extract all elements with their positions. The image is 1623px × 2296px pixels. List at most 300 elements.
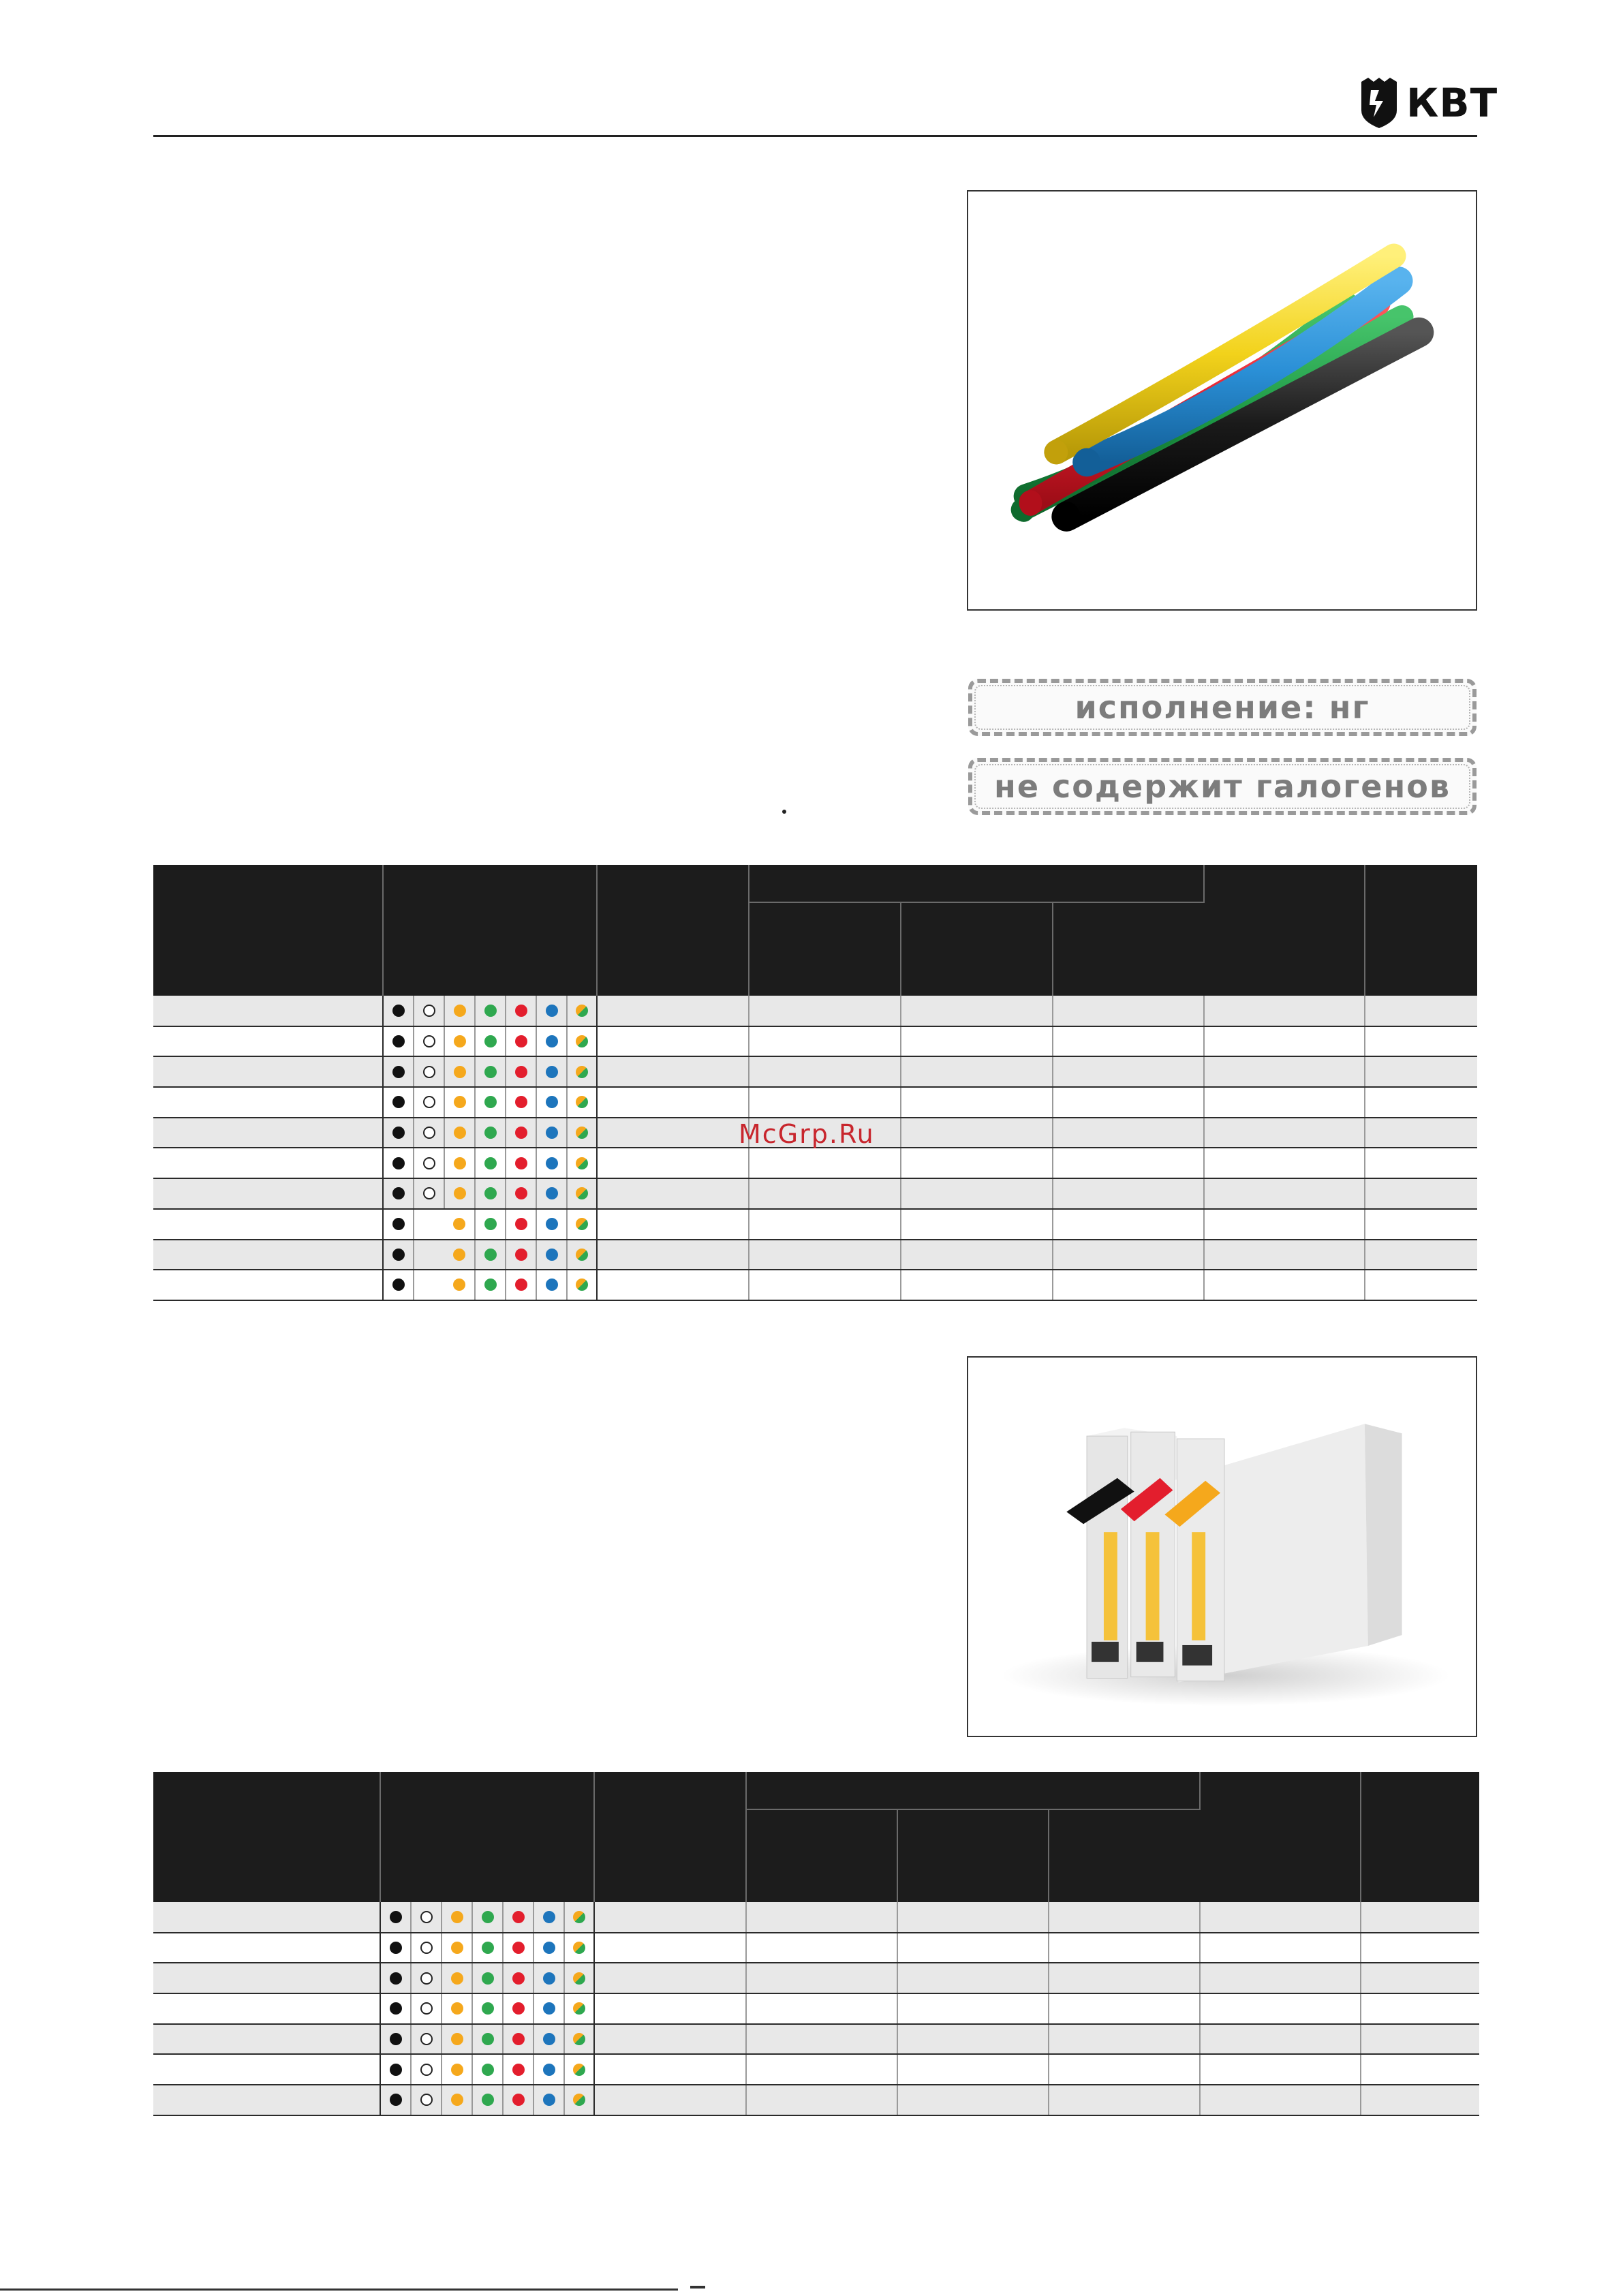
header-cell — [1365, 865, 1477, 996]
color-cell — [536, 1270, 567, 1300]
color-cell — [567, 1148, 597, 1178]
color-cell — [411, 1993, 442, 2024]
color-swatch-white — [420, 2033, 433, 2045]
table-cell — [901, 1026, 1053, 1057]
table-cell — [1049, 2054, 1200, 2085]
color-swatch-blue — [546, 1035, 558, 1047]
color-cell — [564, 1933, 594, 1963]
table-cell — [1053, 1026, 1204, 1057]
color-swatch-blue — [546, 1249, 558, 1261]
table-cell — [594, 1902, 746, 1933]
table-cell — [901, 1209, 1053, 1240]
color-cell — [411, 1963, 442, 1993]
color-swatch-yellow-green — [573, 2064, 585, 2076]
color-swatch-black — [390, 2002, 402, 2015]
table-cell — [1200, 1902, 1361, 1933]
color-swatch-white — [420, 1911, 433, 1923]
table-row — [153, 1270, 1477, 1300]
color-cell — [567, 1270, 597, 1300]
color-swatch-black — [390, 2064, 402, 2076]
color-cell — [414, 1026, 444, 1057]
color-swatch-yellow — [454, 1157, 466, 1169]
color-swatch-white — [423, 1066, 435, 1078]
color-swatch-white — [423, 1187, 435, 1199]
table-cell — [1361, 2024, 1479, 2055]
table-cell — [1053, 1209, 1204, 1240]
color-swatch-white — [423, 1096, 435, 1108]
color-cell — [564, 2054, 594, 2085]
color-cell — [414, 1209, 444, 1240]
color-swatch-yellow-green — [573, 1942, 585, 1954]
color-cell — [506, 1178, 536, 1209]
table-cell — [746, 1993, 897, 2024]
color-cell — [444, 1026, 475, 1057]
color-cell — [414, 1118, 444, 1148]
color-swatch-white — [423, 1157, 435, 1169]
table-cell — [153, 1056, 383, 1087]
color-swatch-yellow — [454, 1127, 466, 1139]
color-swatch-black — [392, 1066, 405, 1078]
color-cell — [472, 1933, 503, 1963]
table-cell — [901, 1240, 1053, 1270]
table-cell — [749, 1056, 901, 1087]
color-cell — [475, 1056, 506, 1087]
color-swatch-black — [390, 1942, 402, 1954]
table-cell — [1200, 2085, 1361, 2115]
color-swatch-yellow-green — [576, 1218, 588, 1230]
color-swatch-yellow — [451, 1942, 463, 1954]
color-cell — [536, 1209, 567, 1240]
header-subcell — [1053, 902, 1204, 996]
color-cell — [383, 1178, 414, 1209]
table-cell — [1361, 1963, 1479, 1993]
color-swatch-black — [392, 1035, 405, 1047]
table-cell — [1204, 1148, 1365, 1178]
table-cell — [897, 2024, 1049, 2055]
color-swatch-red — [515, 1066, 527, 1078]
color-cell — [411, 1933, 442, 1963]
color-cell — [444, 1178, 475, 1209]
color-cell — [411, 1902, 442, 1933]
color-cell — [444, 1270, 475, 1300]
color-cell — [383, 1118, 414, 1148]
color-cell — [503, 2024, 534, 2055]
color-cell — [380, 2054, 411, 2085]
color-cell — [475, 1240, 506, 1270]
color-cell — [442, 2024, 472, 2055]
color-cell — [444, 996, 475, 1026]
color-cell — [442, 1902, 472, 1933]
color-cell — [564, 1963, 594, 1993]
color-swatch-green — [484, 1066, 497, 1078]
header-cell-colors — [380, 1772, 594, 1902]
table-cell — [1204, 1270, 1365, 1300]
color-cell — [534, 2054, 564, 2085]
color-cell — [414, 1240, 444, 1270]
table-cell — [597, 1026, 749, 1057]
color-cell — [444, 1087, 475, 1118]
color-swatch-blue — [546, 1279, 558, 1291]
color-swatch-yellow — [451, 2002, 463, 2015]
table-cell — [1204, 1087, 1365, 1118]
table-cell — [1200, 1933, 1361, 1963]
table-cell — [1053, 1148, 1204, 1178]
color-cell — [506, 996, 536, 1026]
table-cell — [901, 1270, 1053, 1300]
color-swatch-yellow-green — [576, 1005, 588, 1017]
table-cell — [153, 1026, 383, 1057]
color-swatch-yellow — [451, 1972, 463, 1985]
table-cell — [153, 1087, 383, 1118]
stray-dot — [782, 810, 786, 814]
color-swatch-black — [392, 1157, 405, 1169]
color-swatch-yellow-green — [576, 1279, 588, 1291]
table-row — [153, 1178, 1477, 1209]
color-cell — [536, 1118, 567, 1148]
color-swatch-green — [484, 1249, 497, 1261]
table-cell — [597, 1056, 749, 1087]
table-cell — [1200, 1963, 1361, 1993]
color-cell — [472, 1993, 503, 2024]
color-cell — [442, 1933, 472, 1963]
color-swatch-white — [423, 1035, 435, 1047]
table-cell — [1365, 1026, 1477, 1057]
table-cell — [1365, 1178, 1477, 1209]
color-swatch-red — [515, 1096, 527, 1108]
table-cell — [901, 1178, 1053, 1209]
table-cell — [1204, 1026, 1365, 1057]
color-swatch-green — [482, 2094, 494, 2106]
table-cell — [153, 1902, 380, 1933]
color-cell — [472, 2085, 503, 2115]
color-swatch-blue — [546, 1066, 558, 1078]
color-swatch-black — [390, 1911, 402, 1923]
color-swatch-red — [515, 1249, 527, 1261]
color-swatch-green — [484, 1127, 497, 1139]
color-cell — [444, 1240, 475, 1270]
product-photo-tubes — [967, 190, 1477, 611]
table-cell — [597, 1087, 749, 1118]
color-cell — [564, 1993, 594, 2024]
table-cell — [1365, 1056, 1477, 1087]
table-cell — [749, 1178, 901, 1209]
color-cell — [534, 2024, 564, 2055]
color-swatch-green — [484, 1157, 497, 1169]
color-cell — [383, 1270, 414, 1300]
table-cell — [1365, 1087, 1477, 1118]
color-swatch-yellow-green — [573, 2094, 585, 2106]
table-cell — [597, 1178, 749, 1209]
table-cell — [1053, 1270, 1204, 1300]
header-subcell — [746, 1809, 897, 1902]
table-cell — [594, 2054, 746, 2085]
color-cell — [503, 1933, 534, 1963]
color-swatch-red — [512, 1942, 525, 1954]
table-cell — [1200, 2024, 1361, 2055]
color-swatch-red — [515, 1157, 527, 1169]
table-cell — [153, 1209, 383, 1240]
color-swatch-red — [512, 1972, 525, 1985]
table-cell — [594, 1963, 746, 1993]
color-cell — [564, 1902, 594, 1933]
color-cell — [567, 1240, 597, 1270]
table-cell — [1365, 1118, 1477, 1148]
color-swatch-blue — [546, 1187, 558, 1199]
table-row — [153, 1026, 1477, 1057]
color-cell — [475, 996, 506, 1026]
table-cell — [897, 1933, 1049, 1963]
table-cell — [594, 2085, 746, 2115]
color-cell — [506, 1026, 536, 1057]
color-cell — [475, 1270, 506, 1300]
table-cell — [1204, 1209, 1365, 1240]
color-swatch-blue — [546, 1157, 558, 1169]
color-cell — [442, 1993, 472, 2024]
brand-name: КВТ — [1406, 80, 1498, 126]
color-cell — [380, 1963, 411, 1993]
table-cell — [901, 1087, 1053, 1118]
header-cell-colors — [383, 865, 597, 996]
header-cell — [1204, 865, 1365, 996]
table-cell — [1204, 1118, 1365, 1148]
color-swatch-yellow-green — [576, 1157, 588, 1169]
table-cell — [1204, 1240, 1365, 1270]
header-cell — [594, 1772, 746, 1902]
table-row — [153, 1240, 1477, 1270]
color-cell — [383, 996, 414, 1026]
table-cell — [1204, 996, 1365, 1026]
color-swatch-red — [512, 2033, 525, 2045]
color-cell — [503, 1902, 534, 1933]
color-cell — [472, 2024, 503, 2055]
table-cell — [746, 1933, 897, 1963]
table-cell — [153, 1118, 383, 1148]
stamp-halogen-free-text: не содержит галогенов — [994, 768, 1451, 805]
stamp-execution-text: исполнение: нг — [1075, 689, 1370, 726]
color-cell — [472, 1902, 503, 1933]
table-cell — [1361, 2054, 1479, 2085]
color-swatch-black — [392, 1005, 405, 1017]
color-swatch-yellow — [454, 1096, 466, 1108]
color-swatch-blue — [543, 2064, 555, 2076]
header-cell-group — [749, 865, 1204, 902]
table-cell — [749, 1148, 901, 1178]
color-swatch-yellow-green — [573, 2002, 585, 2015]
color-cell — [383, 1209, 414, 1240]
color-swatch-black — [390, 2094, 402, 2106]
color-cell — [506, 1087, 536, 1118]
footer-mark — [690, 2286, 705, 2289]
color-cell — [503, 2054, 534, 2085]
color-cell — [442, 2054, 472, 2085]
product-photo-boxes — [967, 1356, 1477, 1737]
table-cell — [1053, 1056, 1204, 1087]
color-swatch-red — [515, 1187, 527, 1199]
table-row — [153, 2024, 1479, 2055]
color-cell — [567, 1209, 597, 1240]
table-cell — [749, 1087, 901, 1118]
table-cell — [1049, 2024, 1200, 2055]
color-cell — [475, 1087, 506, 1118]
color-cell — [536, 1148, 567, 1178]
color-swatch-green — [484, 1187, 497, 1199]
color-cell — [536, 1240, 567, 1270]
table-cell — [901, 1118, 1053, 1148]
color-cell — [506, 1056, 536, 1087]
color-swatch-black — [392, 1096, 405, 1108]
table-cell — [153, 1270, 383, 1300]
spec-table-2 — [153, 1772, 1479, 2116]
table-cell — [1053, 1178, 1204, 1209]
table-cell — [1204, 1056, 1365, 1087]
color-cell — [383, 1056, 414, 1087]
color-cell — [534, 1963, 564, 1993]
table-cell — [153, 1963, 380, 1993]
color-swatch-green — [484, 1035, 497, 1047]
color-swatch-black — [390, 2033, 402, 2045]
color-cell — [472, 1963, 503, 1993]
color-cell — [444, 1056, 475, 1087]
table-row — [153, 996, 1477, 1026]
table-cell — [1049, 1993, 1200, 2024]
stamp-execution — [968, 679, 1477, 736]
table-cell — [901, 1148, 1053, 1178]
table-cell — [1053, 996, 1204, 1026]
color-swatch-white — [420, 1972, 433, 1985]
color-swatch-white — [420, 2094, 433, 2106]
color-cell — [444, 1118, 475, 1148]
table-cell — [746, 1902, 897, 1933]
color-cell — [567, 1026, 597, 1057]
color-swatch-red — [515, 1279, 527, 1291]
table-cell — [1365, 996, 1477, 1026]
table-cell — [597, 1240, 749, 1270]
color-cell — [503, 2085, 534, 2115]
color-cell — [414, 1270, 444, 1300]
header-cell — [1200, 1772, 1361, 1902]
table-cell — [594, 1993, 746, 2024]
color-cell — [536, 1056, 567, 1087]
color-cell — [534, 2085, 564, 2115]
color-swatch-yellow — [451, 2064, 463, 2076]
color-cell — [380, 2085, 411, 2115]
header-divider — [153, 135, 1477, 137]
color-swatch-green — [482, 1942, 494, 1954]
color-cell — [411, 2054, 442, 2085]
color-swatch-yellow-green — [573, 2033, 585, 2045]
table-cell — [749, 1270, 901, 1300]
header-subcell — [901, 902, 1053, 996]
table-cell — [1361, 1902, 1479, 1933]
color-swatch-blue — [546, 1218, 558, 1230]
color-swatch-yellow — [454, 1187, 466, 1199]
color-swatch-red — [512, 2064, 525, 2076]
color-swatch-green — [482, 2064, 494, 2076]
color-swatch-red — [515, 1218, 527, 1230]
color-cell — [380, 2024, 411, 2055]
color-swatch-green — [484, 1005, 497, 1017]
table-cell — [597, 1270, 749, 1300]
brand-logo — [1359, 74, 1498, 132]
color-swatch-red — [512, 1911, 525, 1923]
color-cell — [475, 1026, 506, 1057]
color-cell — [414, 996, 444, 1026]
footer-divider — [0, 2289, 678, 2291]
table-cell — [1049, 2085, 1200, 2115]
table-row — [153, 2085, 1479, 2115]
color-swatch-green — [484, 1218, 497, 1230]
table-cell — [597, 1118, 749, 1148]
color-cell — [536, 1178, 567, 1209]
header-subcell — [897, 1809, 1049, 1902]
color-swatch-yellow-green — [573, 1972, 585, 1985]
table-cell — [901, 996, 1053, 1026]
table-cell — [897, 2085, 1049, 2115]
color-cell — [536, 1087, 567, 1118]
color-cell — [567, 1178, 597, 1209]
color-swatch-red — [515, 1127, 527, 1139]
color-swatch-blue — [543, 1911, 555, 1923]
color-swatch-yellow-green — [576, 1096, 588, 1108]
color-swatch-blue — [543, 2002, 555, 2015]
table-cell — [1361, 1993, 1479, 2024]
color-swatch-yellow-green — [576, 1187, 588, 1199]
color-cell — [444, 1209, 475, 1240]
header-cell — [1361, 1772, 1479, 1902]
table-cell — [153, 1933, 380, 1963]
color-swatch-black — [392, 1218, 405, 1230]
color-cell — [380, 1933, 411, 1963]
table-cell — [153, 996, 383, 1026]
color-swatch-yellow — [453, 1218, 465, 1230]
color-swatch-black — [392, 1127, 405, 1139]
table-cell — [597, 996, 749, 1026]
color-cell — [383, 1026, 414, 1057]
color-cell — [536, 996, 567, 1026]
color-swatch-black — [392, 1279, 405, 1291]
color-cell — [567, 1118, 597, 1148]
stamp-halogen-free — [968, 758, 1477, 815]
table-row — [153, 1087, 1477, 1118]
color-swatch-black — [390, 1972, 402, 1985]
table-cell — [1365, 1240, 1477, 1270]
color-cell — [564, 2085, 594, 2115]
color-cell — [411, 2085, 442, 2115]
color-cell — [506, 1240, 536, 1270]
color-swatch-white — [420, 1942, 433, 1954]
color-swatch-yellow — [453, 1249, 465, 1261]
color-cell — [534, 1902, 564, 1933]
color-cell — [475, 1209, 506, 1240]
table-cell — [1365, 1270, 1477, 1300]
color-cell — [567, 1087, 597, 1118]
color-cell — [506, 1209, 536, 1240]
color-cell — [534, 1933, 564, 1963]
color-swatch-green — [482, 1972, 494, 1985]
color-swatch-white — [423, 1127, 435, 1139]
color-cell — [383, 1087, 414, 1118]
color-cell — [503, 1963, 534, 1993]
color-swatch-blue — [546, 1096, 558, 1108]
header-subcell — [1049, 1809, 1200, 1902]
color-cell — [380, 1993, 411, 2024]
table-cell — [1200, 1993, 1361, 2024]
header-cell — [153, 1772, 380, 1902]
table-cell — [1049, 1933, 1200, 1963]
color-cell — [564, 2024, 594, 2055]
color-cell — [475, 1118, 506, 1148]
table-cell — [1049, 1902, 1200, 1933]
